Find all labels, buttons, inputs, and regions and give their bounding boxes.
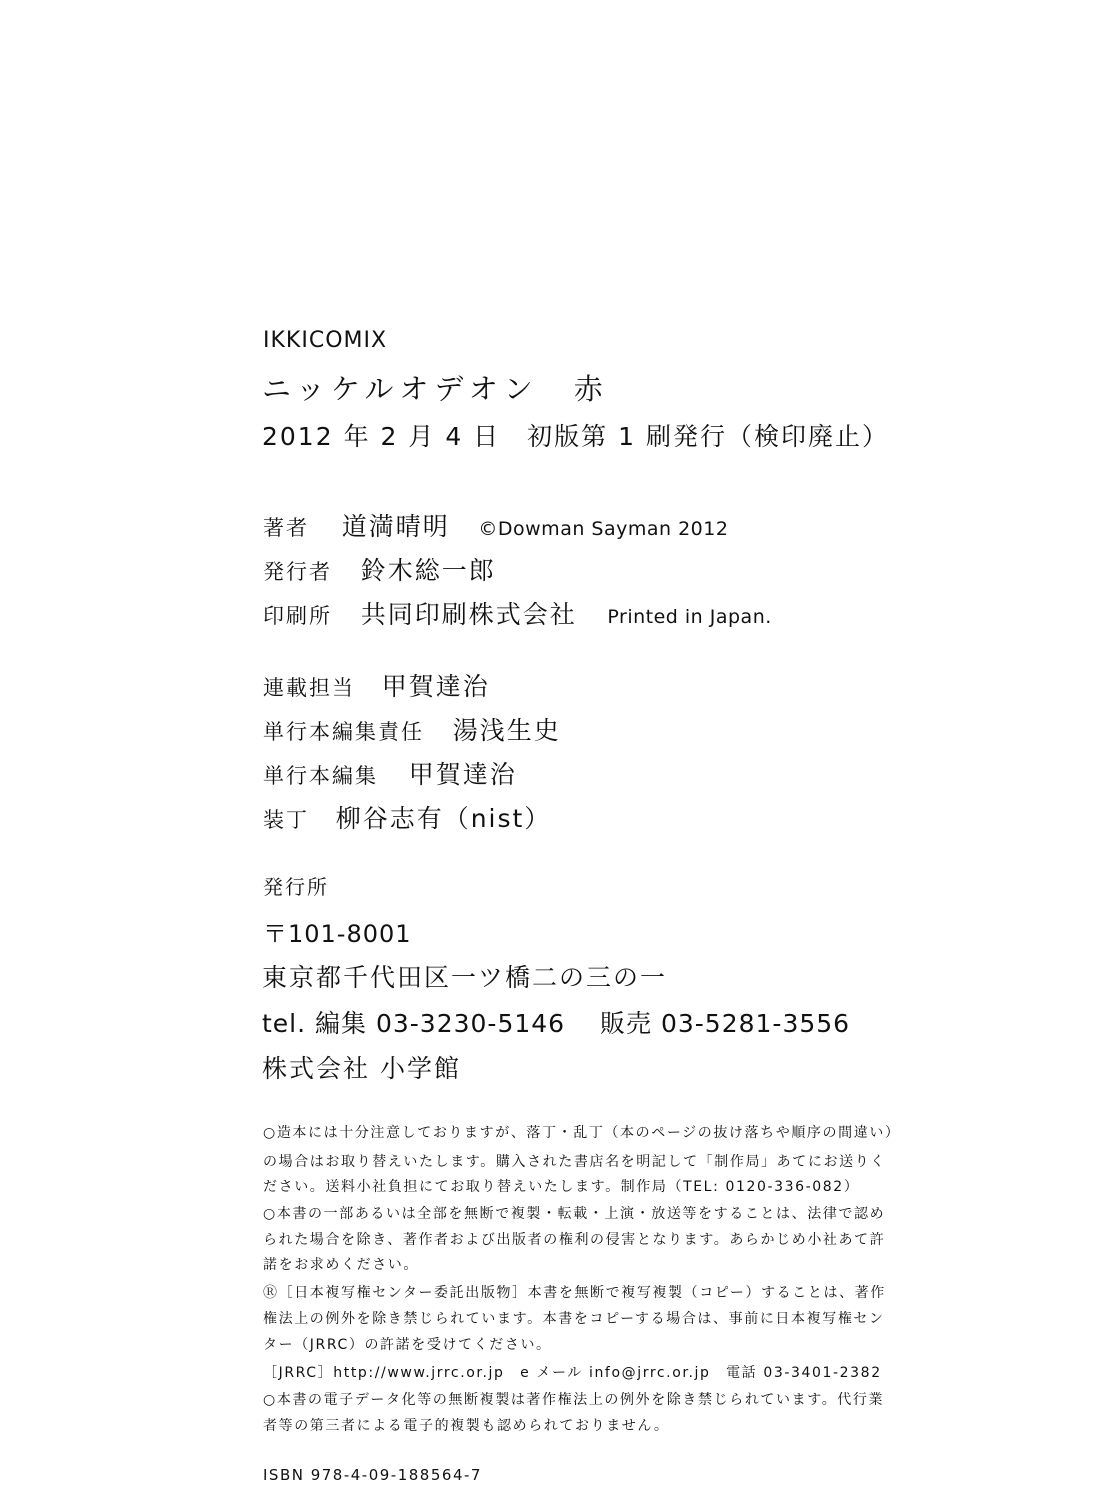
credit-value: 鈴木総一郎 [360,556,496,585]
publication-date: 2012 年 2 月 4 日 初版第 1 刷発行（検印廃止） [262,422,889,451]
postal-code: 〒101-8001 [263,920,412,948]
staff-value: 甲賀達治 [381,672,490,701]
credit-value: 道満晴明 [341,512,450,541]
isbn: ISBN 978-4-09-188564-7 [263,1466,482,1484]
printed-in-note: Printed in Japan. [607,606,772,628]
contact-line: ［JRRC］http://www.jrrc.or.jp e メール info@jrrc.or.jp 電話 03-3401-2382 [263,1365,882,1381]
staff-row-chief-editor [263,718,561,743]
publisher-address: 東京都千代田区一ツ橋二の三の一 [262,963,668,992]
staff-value: 甲賀達治 [408,760,517,789]
book-title: ニッケルオデオン 赤 [262,372,609,406]
staff-key: 単行本編集 [263,764,378,788]
staff-key: 連載担当 [263,676,355,700]
staff-row-editor [263,762,517,787]
publisher-company: 株式会社 小学館 [262,1054,461,1083]
staff-key: 装丁 [263,808,309,832]
notice-line: の場合はお取り替えいたします。購入された書店名を明記して「制作局」あてにお送りく [263,1154,886,1170]
credit-key: 著者 [263,516,309,540]
credit-row-author [263,514,728,539]
credit-row-printer [263,602,772,627]
notice-line: られた場合を除き、著作者および出版者の権利の侵害となります。あらかじめ小社あて許 [263,1232,886,1248]
credit-key: 印刷所 [263,604,332,628]
notice-line: 者等の第三者による電子的複製も認められておりません。 [263,1418,670,1434]
publisher-phone: tel. 編集 03-3230-5146 販売 03-5281-3556 [262,1009,851,1038]
staff-row-serial-editor [263,674,490,699]
credit-row-publisher [263,558,496,583]
notice-line: ○本書の電子データ化等の無断複製は著作権法上の例外を除き禁じられています。代行業 [263,1392,885,1408]
notice-line: ター（JRRC）の許諾を受けてください。 [263,1337,552,1353]
credit-value: 共同印刷株式会社 [360,600,577,629]
notice-line: Ⓡ［日本複写権センター委託出版物］本書を無断で複写複製（コピー）することは、著作 [263,1285,886,1301]
notice-line: ださい。送料小社負担にてお取り替えいたします。制作局（TEL: 0120-336-082） [263,1179,860,1195]
staff-value: 柳谷志有（nist） [335,804,552,833]
staff-row-design [263,806,551,831]
notice-line: 諾をお求めください。 [263,1257,419,1273]
publisher-heading: 発行所 [263,875,329,899]
credit-key: 発行者 [263,560,332,584]
series-name: IKKICOMIX [263,328,388,353]
notice-line: 権法上の例外を除き禁じられています。本書をコピーする場合は、事前に日本複写権セン [263,1311,885,1327]
notice-line: ○造本には十分注意しておりますが、落丁・乱丁（本のページの抜け落ちや順序の間違い） [263,1125,901,1141]
notice-line: ○本書の一部あるいは全部を無断で複製・転載・上演・放送等をすることは、法律で認め [263,1206,886,1222]
staff-key: 単行本編集責任 [263,720,424,744]
copyright-notice: ©Dowman Sayman 2012 [478,518,729,540]
staff-value: 湯浅生史 [452,716,561,745]
